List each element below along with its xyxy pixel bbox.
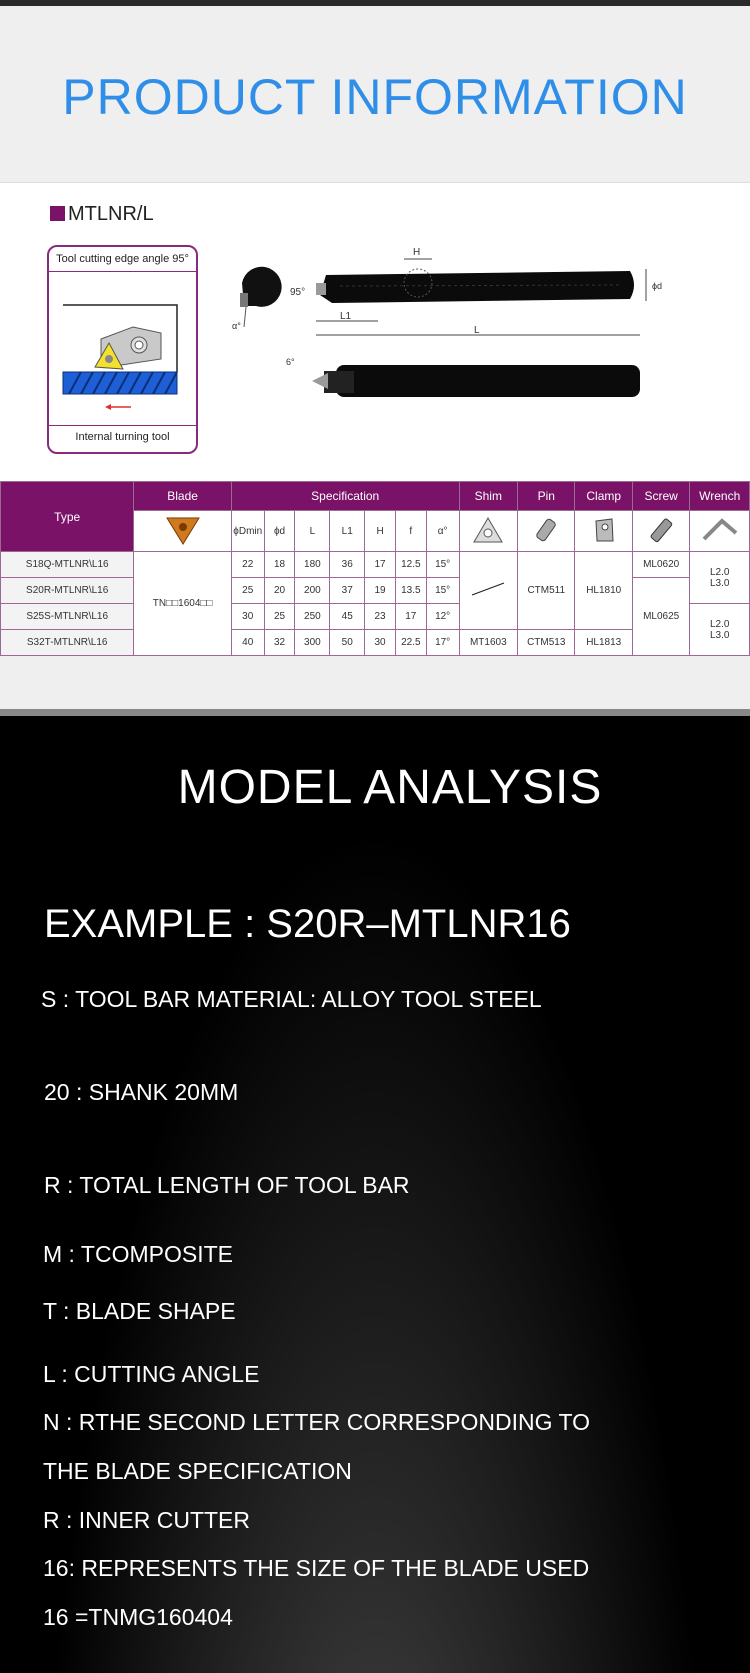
product-information-section — [0, 6, 750, 712]
spec-col-f: f — [395, 511, 426, 552]
spec-cell: 25 — [264, 604, 295, 630]
model-label — [50, 203, 154, 226]
analysis-line: 20 : SHANK 20MM — [44, 1079, 239, 1105]
product-drawing-panel — [0, 182, 750, 483]
cutting-angle-title: Tool cutting edge angle 95° — [56, 253, 189, 265]
header-clamp: Clamp — [575, 482, 632, 511]
blade-triangle-icon — [134, 511, 231, 552]
table-header-row — [1, 482, 750, 511]
spec-cell: 18 — [264, 552, 295, 578]
spec-cell: 22 — [231, 552, 264, 578]
spec-cell: 30 — [231, 604, 264, 630]
spec-cell: 12° — [426, 604, 459, 630]
analysis-line: N : RTHE SECOND LETTER CORRESPONDING TO — [43, 1409, 590, 1435]
wrench-value: L3.0 — [709, 577, 730, 589]
analysis-line: M : TCOMPOSITE — [43, 1241, 233, 1267]
type-cell: S18Q-MTLNR\L16 — [1, 552, 134, 578]
spec-cell: 200 — [295, 578, 330, 604]
spec-cell: 15° — [426, 552, 459, 578]
model-analysis-title: MODEL ANALYSIS — [177, 761, 603, 814]
cutting-angle-footer: Internal turning tool — [75, 431, 170, 443]
analysis-line: S : TOOL BAR MATERIAL: ALLOY TOOL STEEL — [41, 986, 542, 1012]
spec-cell: 37 — [330, 578, 365, 604]
analysis-line: 16: REPRESENTS THE SIZE OF THE BLADE USED — [43, 1555, 590, 1581]
spec-cell: 30 — [365, 630, 396, 656]
type-cell: S20R-MTLNR\L16 — [1, 578, 134, 604]
spec-col-d: ϕd — [264, 511, 295, 552]
analysis-line: THE BLADE SPECIFICATION — [43, 1458, 352, 1484]
analysis-line: R : INNER CUTTER — [43, 1507, 250, 1533]
screw-cell: ML0620 — [632, 552, 689, 578]
screw-cell: ML0625 — [632, 578, 689, 656]
pin-cell: CTM511 — [518, 552, 575, 630]
header-wrench: Wrench — [690, 482, 750, 511]
spec-cell: 180 — [295, 552, 330, 578]
clamp-icon — [575, 511, 632, 552]
spec-cell: 19 — [365, 578, 396, 604]
analysis-line: L : CUTTING ANGLE — [43, 1361, 260, 1387]
spec-cell: 45 — [330, 604, 365, 630]
clamp-cell: HL1813 — [575, 630, 632, 656]
shim-icon — [459, 511, 517, 552]
spec-col-l1: L1 — [330, 511, 365, 552]
type-cell: S32T-MTLNR\L16 — [1, 630, 134, 656]
wrench-cell — [690, 552, 750, 604]
spec-cell: 12.5 — [395, 552, 426, 578]
analysis-line: 16 =TNMG160404 — [43, 1604, 233, 1630]
spec-cell: 23 — [365, 604, 396, 630]
clamp-cell: HL1810 — [575, 552, 632, 630]
spec-cell: 13.5 — [395, 578, 426, 604]
analysis-line: R : TOTAL LENGTH OF TOOL BAR — [44, 1172, 410, 1198]
header-type: Type — [1, 482, 134, 552]
product-information-title: PRODUCT INFORMATION — [62, 69, 688, 125]
header-blade: Blade — [134, 482, 231, 511]
spec-cell: 300 — [295, 630, 330, 656]
spec-cell: 40 — [231, 630, 264, 656]
shim-cell: MT1603 — [459, 630, 517, 656]
pin-icon — [518, 511, 575, 552]
tool-bar-drawing — [220, 223, 740, 463]
spec-cell: 17 — [365, 552, 396, 578]
table-row — [1, 578, 750, 604]
table-row — [1, 552, 750, 578]
header-pin: Pin — [518, 482, 575, 511]
spec-col-alpha: α° — [426, 511, 459, 552]
spec-col-h: H — [365, 511, 396, 552]
header-shim: Shim — [459, 482, 517, 511]
wrench-value: L2.0 — [709, 566, 730, 578]
wrench-value: L3.0 — [709, 629, 730, 641]
wrench-icon — [690, 511, 750, 552]
spec-cell: 25 — [231, 578, 264, 604]
specification-table — [0, 481, 750, 656]
spec-cell: 250 — [295, 604, 330, 630]
h-label: H — [413, 247, 421, 258]
lead-angle-label: 95° — [290, 287, 306, 298]
internal-turning-illustration — [49, 247, 196, 452]
header-screw: Screw — [632, 482, 689, 511]
wrench-value: L2.0 — [709, 618, 730, 630]
divider — [49, 425, 196, 426]
blade-insert-cell: TN□□1604□□ — [134, 552, 231, 656]
model-label-text: MTLNR/L — [68, 203, 154, 225]
section-divider — [0, 709, 750, 716]
l1-label: L1 — [340, 311, 352, 322]
spec-cell: 20 — [264, 578, 295, 604]
spec-cell: 17 — [395, 604, 426, 630]
wrench-cell — [690, 604, 750, 656]
spec-cell: 50 — [330, 630, 365, 656]
spec-col-dmin: ϕDmin — [231, 511, 264, 552]
header-specification: Specification — [231, 482, 459, 511]
analysis-line: T : BLADE SHAPE — [43, 1298, 236, 1324]
type-cell: S25S-MTLNR\L16 — [1, 604, 134, 630]
spec-cell: 36 — [330, 552, 365, 578]
cutting-angle-box — [47, 245, 198, 454]
shim-line-icon — [468, 579, 508, 599]
tip-angle-label: 6° — [286, 357, 295, 367]
model-label-square-icon — [50, 206, 65, 221]
spec-cell: 15° — [426, 578, 459, 604]
d-label: ϕd — [652, 281, 663, 291]
example-heading: EXAMPLE : S20R–MTLNR16 — [44, 902, 571, 946]
alpha-label: α° — [232, 321, 241, 331]
shim-cell — [459, 552, 517, 630]
spec-col-l: L — [295, 511, 330, 552]
spec-cell: 32 — [264, 630, 295, 656]
l-label: L — [474, 325, 480, 336]
screw-icon — [632, 511, 689, 552]
spec-cell: 17° — [426, 630, 459, 656]
model-analysis-section — [0, 716, 750, 1673]
pin-cell: CTM513 — [518, 630, 575, 656]
spec-cell: 22.5 — [395, 630, 426, 656]
